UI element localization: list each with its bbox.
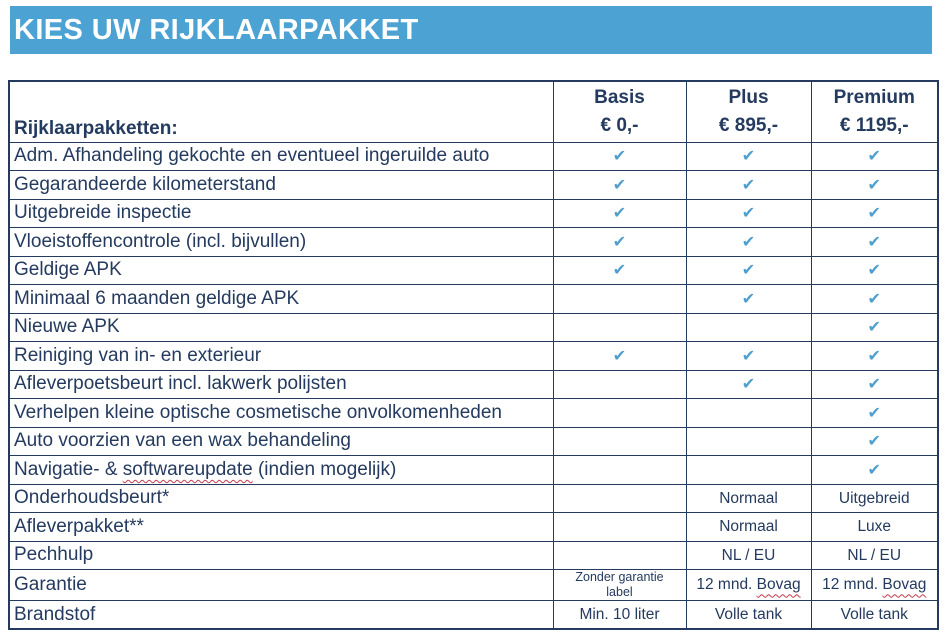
table-row bbox=[9, 256, 938, 285]
package-name: Basis bbox=[594, 87, 645, 109]
column-header-plus bbox=[686, 81, 811, 142]
package-price: € 895,- bbox=[718, 114, 779, 136]
table-row bbox=[9, 370, 938, 399]
included-cell bbox=[553, 171, 686, 200]
cell-text: Luxe bbox=[857, 518, 892, 536]
value-cell bbox=[553, 570, 686, 601]
feature-label bbox=[9, 456, 553, 485]
included-cell bbox=[811, 370, 938, 399]
cell-text: Nieuwe APK bbox=[14, 316, 120, 338]
cell-text: Geldige APK bbox=[14, 259, 122, 281]
table-row bbox=[9, 570, 938, 601]
feature-label bbox=[9, 142, 553, 171]
cell-text: Volle tank bbox=[840, 605, 908, 623]
table-row bbox=[9, 285, 938, 314]
feature-label bbox=[9, 313, 553, 342]
cell-text: NL / EU bbox=[847, 546, 902, 564]
rijklaarpakket-comparison-table bbox=[8, 80, 939, 630]
table-row bbox=[9, 484, 938, 513]
cell-text: Min. 10 liter bbox=[579, 605, 660, 623]
cell-text: Reiniging van in- en exterieur bbox=[14, 344, 262, 366]
check-icon: ✔ bbox=[867, 231, 881, 251]
check-icon: ✔ bbox=[867, 402, 881, 422]
included-cell bbox=[811, 456, 938, 485]
empty-cell bbox=[553, 484, 686, 513]
cell-text: Verhelpen kleine optische cosmetische onvolkomenheden bbox=[14, 401, 502, 423]
check-icon: ✔ bbox=[612, 146, 627, 166]
table-row bbox=[9, 199, 938, 228]
check-icon: ✔ bbox=[741, 374, 756, 394]
empty-cell bbox=[553, 285, 686, 314]
check-icon: ✔ bbox=[741, 260, 756, 280]
cell-text: Normaal bbox=[719, 518, 778, 536]
check-icon: ✔ bbox=[867, 345, 881, 365]
table-row bbox=[9, 456, 938, 485]
table-row bbox=[9, 513, 938, 542]
feature-label bbox=[9, 601, 553, 630]
feature-label bbox=[9, 199, 553, 228]
feature-label bbox=[9, 171, 553, 200]
included-cell bbox=[686, 142, 811, 171]
cell-text: (indien mogelijk) bbox=[252, 458, 397, 480]
empty-cell bbox=[686, 427, 811, 456]
cell-text: Uitgebreid bbox=[838, 489, 910, 507]
table-body bbox=[9, 142, 938, 629]
check-icon: ✔ bbox=[867, 174, 881, 194]
included-cell bbox=[811, 285, 938, 314]
included-cell bbox=[811, 427, 938, 456]
check-icon: ✔ bbox=[741, 203, 756, 223]
cell-text: Vloeistoffencontrole (incl. bijvullen) bbox=[14, 230, 307, 252]
column-header-premium bbox=[811, 81, 938, 142]
value-cell bbox=[811, 484, 938, 513]
cell-text: Afleverpoetsbeurt incl. lakwerk polijsten bbox=[14, 373, 347, 395]
table-header-row bbox=[9, 81, 938, 142]
cell-text: Brandstof bbox=[14, 603, 96, 625]
misspelled-text: Bovag bbox=[882, 576, 927, 594]
check-icon: ✔ bbox=[741, 288, 756, 308]
cell-text: Zonder garantie label bbox=[575, 570, 664, 599]
cell-text: NL / EU bbox=[721, 546, 776, 564]
feature-label bbox=[9, 399, 553, 428]
column-header-basis bbox=[553, 81, 686, 142]
included-cell bbox=[811, 199, 938, 228]
check-icon: ✔ bbox=[741, 345, 756, 365]
included-cell bbox=[811, 256, 938, 285]
value-cell bbox=[811, 570, 938, 601]
empty-cell bbox=[553, 541, 686, 570]
included-cell bbox=[686, 199, 811, 228]
page-title: KIES UW RIJKLAARPAKKET bbox=[14, 13, 419, 46]
value-cell bbox=[686, 513, 811, 542]
feature-label bbox=[9, 513, 553, 542]
empty-cell bbox=[553, 427, 686, 456]
table-row bbox=[9, 342, 938, 371]
included-cell bbox=[686, 342, 811, 371]
table-row bbox=[9, 541, 938, 570]
cell-text: Navigatie- & bbox=[14, 458, 123, 480]
feature-label bbox=[9, 228, 553, 257]
check-icon: ✔ bbox=[612, 345, 627, 365]
included-cell bbox=[553, 228, 686, 257]
included-cell bbox=[811, 142, 938, 171]
included-cell bbox=[686, 171, 811, 200]
value-cell bbox=[686, 541, 811, 570]
table-row bbox=[9, 427, 938, 456]
included-cell bbox=[553, 256, 686, 285]
feature-label bbox=[9, 285, 553, 314]
cell-text: Afleverpakket** bbox=[14, 515, 144, 537]
included-cell bbox=[553, 342, 686, 371]
value-cell bbox=[811, 541, 938, 570]
value-cell bbox=[553, 601, 686, 630]
feature-label bbox=[9, 427, 553, 456]
misspelled-text: softwareupdate bbox=[122, 458, 253, 480]
empty-cell bbox=[686, 313, 811, 342]
value-cell bbox=[686, 484, 811, 513]
page-title-banner bbox=[10, 6, 932, 54]
check-icon: ✔ bbox=[612, 203, 627, 223]
row-header-cell bbox=[9, 81, 553, 142]
empty-cell bbox=[686, 399, 811, 428]
table-row bbox=[9, 171, 938, 200]
included-cell bbox=[811, 342, 938, 371]
empty-cell bbox=[553, 456, 686, 485]
check-icon: ✔ bbox=[612, 174, 627, 194]
value-cell bbox=[686, 570, 811, 601]
empty-cell bbox=[686, 456, 811, 485]
check-icon: ✔ bbox=[612, 231, 627, 251]
table-row bbox=[9, 601, 938, 630]
feature-label bbox=[9, 570, 553, 601]
check-icon: ✔ bbox=[867, 374, 881, 394]
cell-text: Uitgebreide inspectie bbox=[14, 202, 192, 224]
value-cell bbox=[686, 601, 811, 630]
cell-text: Onderhoudsbeurt* bbox=[14, 487, 170, 509]
included-cell bbox=[811, 399, 938, 428]
check-icon: ✔ bbox=[741, 146, 756, 166]
included-cell bbox=[811, 171, 938, 200]
table-row bbox=[9, 142, 938, 171]
check-icon: ✔ bbox=[867, 146, 881, 166]
package-price: € 1195,- bbox=[839, 114, 909, 136]
check-icon: ✔ bbox=[867, 288, 881, 308]
value-cell bbox=[811, 513, 938, 542]
cell-text: Auto voorzien van een wax behandeling bbox=[14, 430, 351, 452]
empty-cell bbox=[553, 313, 686, 342]
check-icon: ✔ bbox=[867, 459, 881, 479]
table-row bbox=[9, 313, 938, 342]
empty-cell bbox=[553, 399, 686, 428]
table-row bbox=[9, 399, 938, 428]
included-cell bbox=[686, 228, 811, 257]
check-icon: ✔ bbox=[612, 260, 627, 280]
cell-text: Garantie bbox=[14, 574, 87, 595]
misspelled-text: Bovag bbox=[756, 576, 801, 594]
cell-text: Adm. Afhandeling gekochte en eventueel ingeruilde auto bbox=[14, 145, 490, 167]
cell-text: Gegarandeerde kilometerstand bbox=[14, 173, 276, 195]
feature-label bbox=[9, 484, 553, 513]
check-icon: ✔ bbox=[741, 174, 756, 194]
feature-label bbox=[9, 342, 553, 371]
feature-label bbox=[9, 541, 553, 570]
check-icon: ✔ bbox=[741, 231, 756, 251]
check-icon: ✔ bbox=[867, 431, 881, 451]
feature-label bbox=[9, 256, 553, 285]
cell-text: 12 mnd. bbox=[696, 576, 757, 594]
value-cell bbox=[811, 601, 938, 630]
cell-text: 12 mnd. bbox=[822, 576, 883, 594]
package-name: Premium bbox=[833, 87, 915, 109]
included-cell bbox=[811, 228, 938, 257]
empty-cell bbox=[553, 370, 686, 399]
check-icon: ✔ bbox=[867, 317, 881, 337]
included-cell bbox=[553, 142, 686, 171]
cell-text: Volle tank bbox=[714, 605, 783, 623]
row-header-label: Rijklaarpakketten: bbox=[14, 117, 178, 139]
cell-text: Minimaal 6 maanden geldige APK bbox=[14, 287, 300, 309]
table-row bbox=[9, 228, 938, 257]
package-price: € 0,- bbox=[600, 114, 639, 136]
feature-label bbox=[9, 370, 553, 399]
included-cell bbox=[811, 313, 938, 342]
check-icon: ✔ bbox=[867, 260, 881, 280]
cell-text: Normaal bbox=[719, 489, 778, 507]
note-text bbox=[570, 570, 670, 600]
check-icon: ✔ bbox=[867, 203, 881, 223]
cell-text: Pechhulp bbox=[14, 544, 94, 566]
package-name: Plus bbox=[728, 87, 769, 109]
included-cell bbox=[686, 285, 811, 314]
included-cell bbox=[686, 370, 811, 399]
included-cell bbox=[686, 256, 811, 285]
empty-cell bbox=[553, 513, 686, 542]
included-cell bbox=[553, 199, 686, 228]
